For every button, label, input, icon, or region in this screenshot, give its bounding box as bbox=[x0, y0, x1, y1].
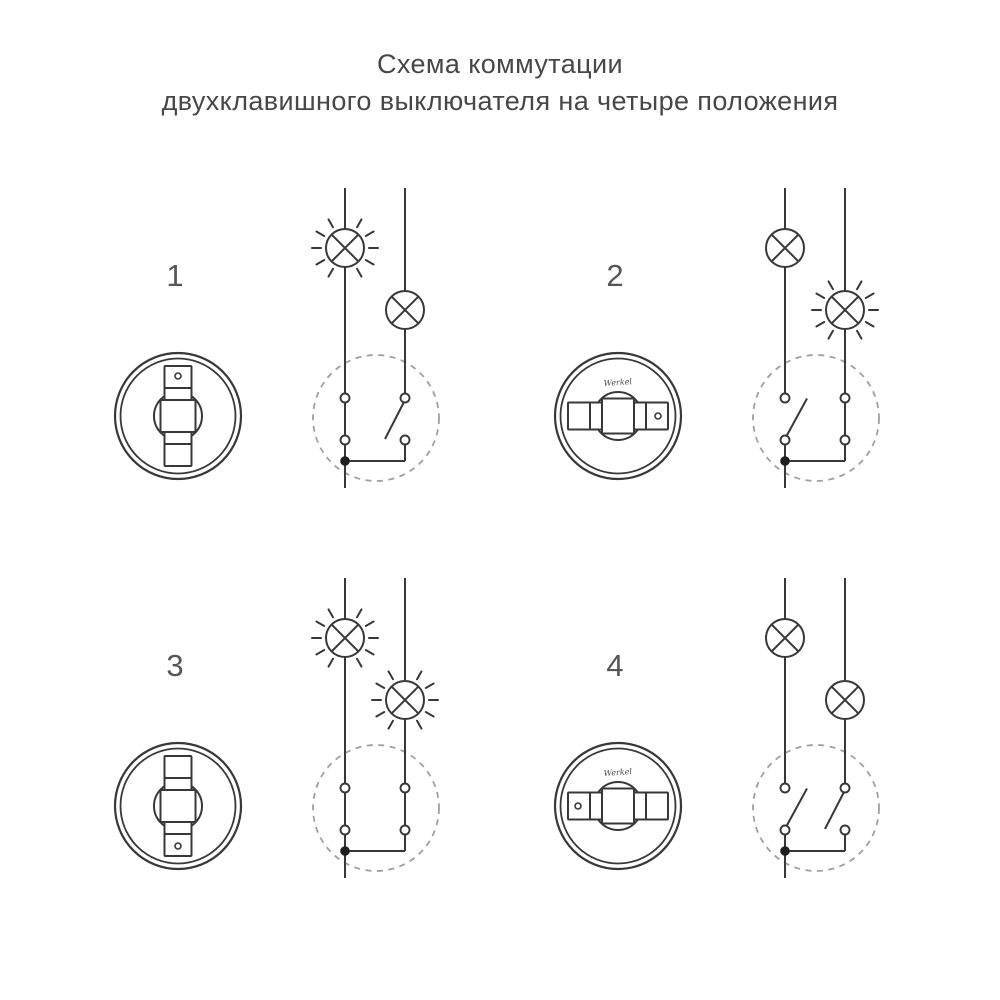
lamp-off-icon bbox=[386, 291, 424, 329]
junction-dot bbox=[781, 457, 790, 466]
dashed-mechanism-circle bbox=[753, 745, 879, 871]
position-4-section bbox=[540, 570, 960, 900]
position-3-number: 3 bbox=[166, 648, 184, 683]
switch-contact bbox=[401, 394, 410, 403]
switch-contact bbox=[341, 826, 350, 835]
switch-contact bbox=[401, 784, 410, 793]
position-2-diagram bbox=[540, 180, 960, 510]
position-2-number: 2 bbox=[606, 258, 624, 293]
switch-contact bbox=[841, 826, 850, 835]
switch-contact bbox=[841, 394, 850, 403]
position-4-diagram bbox=[540, 570, 960, 900]
rocker-dot bbox=[175, 373, 181, 379]
switch-contact bbox=[341, 436, 350, 445]
rocker-dot bbox=[655, 413, 661, 419]
position-1-diagram bbox=[100, 180, 520, 510]
switch-contact bbox=[781, 436, 790, 445]
rocker-key bbox=[161, 756, 196, 856]
switch-contact bbox=[781, 826, 790, 835]
switch-front-view bbox=[115, 353, 241, 479]
rocker-dot bbox=[575, 803, 581, 809]
position-1-number: 1 bbox=[166, 258, 184, 293]
switch-contact bbox=[841, 436, 850, 445]
dashed-mechanism-circle bbox=[313, 745, 439, 871]
position-3-section bbox=[100, 570, 520, 900]
switch-front-view bbox=[555, 743, 681, 869]
diagram-title-line1: Схема коммутации bbox=[377, 49, 623, 79]
position-4-number: 4 bbox=[606, 648, 624, 683]
lamp-off-icon bbox=[766, 229, 804, 267]
circuit-schematic bbox=[753, 578, 879, 878]
switch-front-view bbox=[555, 353, 681, 479]
circuit-schematic bbox=[753, 188, 879, 488]
switch-contact bbox=[781, 394, 790, 403]
rocker-key bbox=[568, 399, 668, 434]
switch-contact bbox=[341, 784, 350, 793]
position-3-diagram bbox=[100, 570, 520, 900]
brand-label: Werkel bbox=[603, 767, 633, 778]
position-2-section bbox=[540, 180, 960, 510]
switch-front-view bbox=[115, 743, 241, 869]
switch-contact bbox=[401, 826, 410, 835]
switch-contact bbox=[841, 784, 850, 793]
diagram-title bbox=[0, 46, 1000, 120]
circuit-schematic bbox=[312, 188, 439, 488]
rocker-key bbox=[161, 366, 196, 466]
lamp-off-icon bbox=[826, 681, 864, 719]
brand-label: Werkel bbox=[603, 377, 633, 388]
junction-dot bbox=[341, 847, 350, 856]
rocker-dot bbox=[175, 843, 181, 849]
switch-contact bbox=[781, 784, 790, 793]
rocker-key bbox=[568, 789, 668, 824]
junction-dot bbox=[341, 457, 350, 466]
diagram-title-line2: двухклавишного выключателя на четыре положения bbox=[161, 86, 839, 116]
switch-contact bbox=[341, 394, 350, 403]
circuit-schematic bbox=[312, 578, 439, 878]
dashed-mechanism-circle bbox=[313, 355, 439, 481]
lamp-off-icon bbox=[766, 619, 804, 657]
position-1-section bbox=[100, 180, 520, 510]
dashed-mechanism-circle bbox=[753, 355, 879, 481]
junction-dot bbox=[781, 847, 790, 856]
switch-contact bbox=[401, 436, 410, 445]
